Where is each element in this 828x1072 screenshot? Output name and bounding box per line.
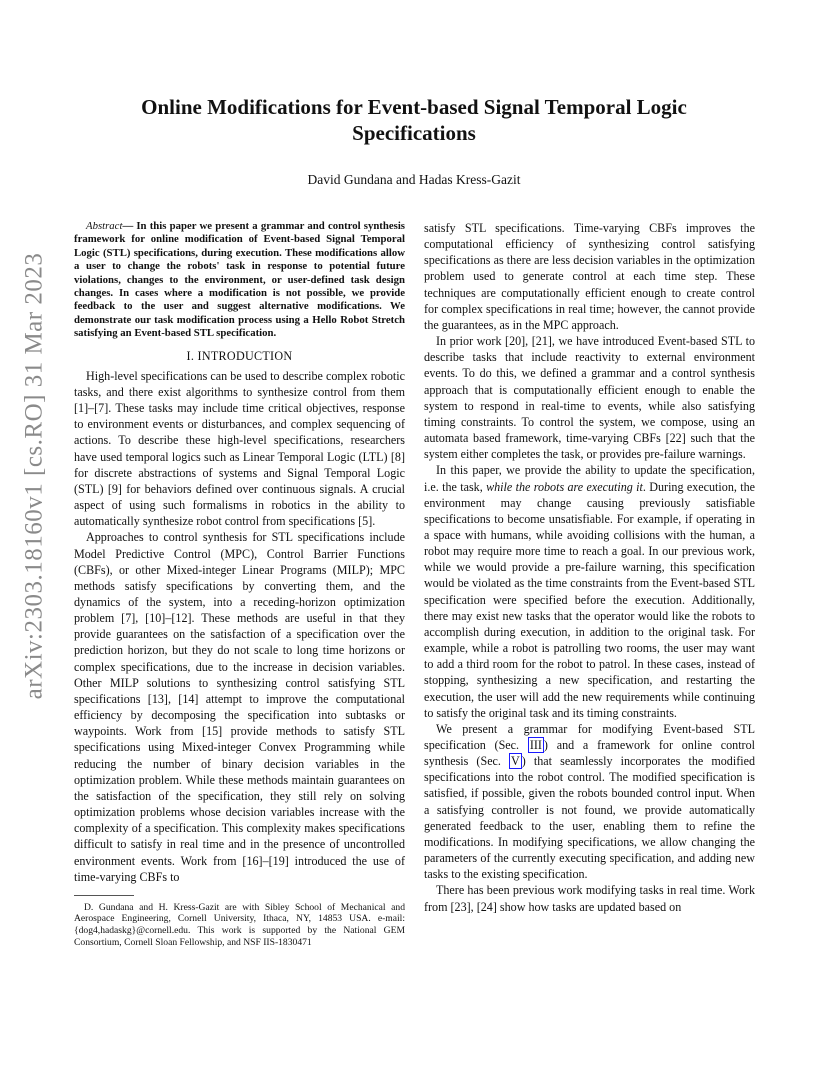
intro-paragraph-6 (424, 721, 755, 883)
p5-emphasis: while the robots are executing it (486, 479, 643, 494)
intro-paragraph-4: In prior work [20], [21], we have introduced Event-based STL to describe tasks that include reactivity to external environment events. To do this, we defined a grammar and a control synthesis approach that is computationally efficient enough to enable the system to respond in real-time to events, while also satisfying timing constraints. To control the system, we compose, using an automata based framework, time-varying CBFs [22] such that the system either completes the task, or provides pre-failure warnings. (424, 334, 755, 462)
intro-paragraph-3: satisfy STL specifications. Time-varying CBFs improves the computational efficiency of synthesizing control satisfying specifications as there are less decision variables in the optimization problem used to generate control at each time step. These techniques are computationally efficient enough to create control for complex specifications in real time; however, the cannot provide the guarantees, as in the MPC approach. (424, 221, 755, 332)
abstract-text: — In this paper we present a grammar and control synthesis framework for online modification of Event-based Signal Temporal Logic (STL) specifications, during execution. These modifications allow a user to change the robots' task in response to potential future violations, changes to the environment, or user-defined task design changes. In cases where a modification is not possible, we provide feedback to the user and suggest alternative modifications. We demonstrate our task modification process using a Hello Robot Stretch satisfying an Event-based STL specification. (74, 220, 405, 340)
abstract (74, 220, 405, 341)
paper-title: Online Modifications for Event-based Signal Temporal Logic Specifications (141, 95, 687, 145)
p6-text-a: We present a grammar for modifying Event-based STL specification (Sec. (424, 721, 755, 752)
intro-paragraph-1: High-level specifications can be used to describe complex robotic tasks, and there exist algorithms to synthesize control from them [1]–[7]. These tasks may include time critical objectives, response to environment events or disturbances, and complex sequencing of actions. To describe these high-level specifications, researchers have used temporal logics such as Linear Temporal Logic (LTL) [8] for discrete abstractions of systems and Signal Temporal Logic (STL) [9] for behaviors defined over continuous signals. A crucial aspect of using such formalisms in robotics in the ability to automatically synthesize robot control from specifications [5]. (74, 368, 405, 529)
footnote-divider (74, 895, 134, 896)
p6-text-b: ) and a framework for online control synthesis (Sec. (424, 738, 755, 769)
intro-paragraph-2: Approaches to control synthesis for STL specifications include Model Predictive Control (MPC), Control Barrier Functions (CBFs), or other Mixed-integer Linear Programs (MILP); MPC methods satisfy specifications by converting them, and the dynamics of the system, into a receding-horizon optimization problem [7], [10]–[12]. These methods are useful in that they provide guarantees on the satisfaction of a specification over the prediction horizon, but they do not scale to long time horizons or complex specifications, due to the increase in decision variables. Other MILP solutions to synthesizing control satisfying STL specifications [13], [14] attempt to improve the computational efficiency by decomposing the specification into subtasks or waypoints. Work from [15] provide methods to satisfy STL specifications using Mixed-integer Convex Programming while reducing the number of binary decision variables in the optimization problem. While these methods maintain guarantees on the satisfaction of the specification, they still rely on solving optimization problems whose decision variables increase with the complexity of a specification. This complexity makes specifications difficult to satisfy in real time and in the presence of uncontrolled environment events. Work from [16]–[19] introduced the use of time-varying CBFs to (74, 530, 405, 884)
intro-paragraph-5 (424, 462, 755, 721)
intro-paragraph-7: There has been previous work modifying tasks in real time. Work from [23], [24] show how tasks are updated based on (424, 883, 755, 914)
right-column (424, 220, 755, 915)
section-ref-link-5[interactable]: V (511, 754, 520, 769)
p5-text-a: In this paper, we provide the ability to update the specification, i.e. the task, (424, 463, 755, 494)
paper-authors: David Gundana and Hadas Kress-Gazit (307, 172, 521, 187)
p5-text-b: . During execution, the environment may change causing previously satisfiable specifications to become unsatisfiable. For example, if operating in a space with humans, while avoiding collisions with the human, a robot may require more time to reach a goal. In our previous work, while we would provide a pre-failure warning, this specification would be violated as the time constraints from the Event-based STL specification were specified before the execution. Additionally, there may exist new tasks that the operator would like the robots to accomplish during execution, in addition to the original task. For example, while a robot is patrolling two rooms, the user may want to add a third room for the robot to patrol. In these cases, instead of stopping, synthesizing a new specification, and restarting the execution, the user will add the new requirements while continuing to satisfy the original task and its timing constraints. (424, 479, 755, 720)
author-footnote: D. Gundana and H. Kress-Gazit are with Sibley School of Mechanical and Aerospace Engineering, Cornell University, Ithaca, NY, 14853 USA. e-mail: {dog4,hadaskg}@cornell.edu. This work is supported by the National GEM Consortium, Cornell Sloan Fellowship, and NSF IIS-1830471 (74, 901, 405, 948)
left-column (74, 220, 405, 948)
section-heading-introduction: I. INTRODUCTION (186, 348, 293, 363)
section-ref-link-3[interactable]: III (529, 738, 542, 752)
arxiv-identifier-text: arXiv:2303.18160v1 [cs.RO] 31 Mar 2023 (20, 252, 48, 700)
p6-text-c: ) that seamlessly incorporates the modified specifications into the robot control. The modified specification is satisfied, if possible, given the robots bounded control input. When a satisfying controller is not found, we provide automatically generated feedback to the user, enabling them to refine the modifications. In modifying specifications, we allow changing the parameters of the currently executing specification, and adding new tasks to the existing specification. (424, 754, 755, 882)
arxiv-identifier (16, 248, 52, 704)
abstract-label: Abstract (86, 220, 123, 232)
